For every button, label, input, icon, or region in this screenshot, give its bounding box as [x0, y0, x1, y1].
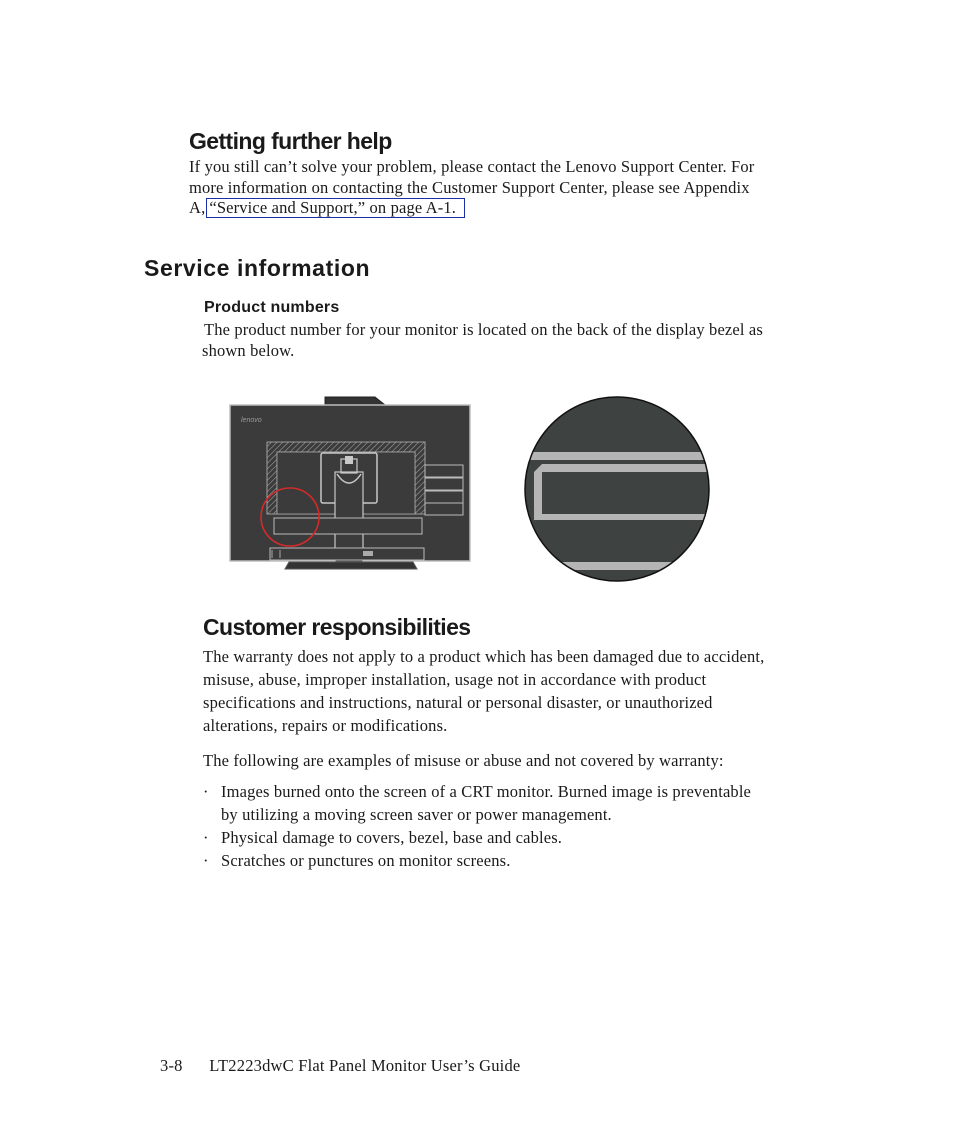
bullet-marker: · [203, 782, 209, 801]
list-item-line: Images burned onto the screen of a CRT monitor. Burned image is preventable [221, 782, 752, 801]
list-item-line: by utilizing a moving screen saver or power management. [221, 805, 612, 824]
further-help-paragraph [189, 157, 849, 219]
customer-resp-paragraph-2: The following are examples of misuse or abuse and not covered by warranty: [203, 751, 724, 770]
further-help-line-2: more information on contacting the Customer Support Center, please see Appendix [189, 177, 750, 197]
further-help-heading: Getting further help [189, 128, 392, 154]
misuse-list [203, 780, 883, 872]
customer-resp-line-3: specifications and instructions, natural or personal disaster, or unauthorized [203, 693, 713, 712]
list-item [203, 849, 883, 872]
bullet-marker: · [203, 828, 209, 847]
list-item [203, 780, 883, 826]
product-numbers-paragraph [202, 320, 862, 361]
lenovo-logo: lenovo [241, 417, 262, 424]
further-help-line-1: If you still can’t solve your problem, please contact the Lenovo Support Center. For [189, 157, 755, 176]
further-help-line-3 [189, 198, 849, 219]
product-numbers-line-2: shown below. [202, 340, 295, 360]
service-support-link[interactable]: “Service and Support,” on page A-1. [206, 198, 465, 218]
monitor-back-illustration [225, 392, 475, 574]
service-info-heading: Service information [144, 255, 371, 281]
list-item-line: Physical damage to covers, bezel, base and cables. [221, 828, 563, 847]
zoom-detail-illustration [522, 394, 712, 584]
list-item [203, 826, 883, 849]
customer-resp-heading: Customer responsibilities [203, 614, 471, 640]
product-numbers-line-1: The product number for your monitor is located on the back of the display bezel as [204, 320, 763, 339]
customer-resp-paragraph-1 [203, 645, 883, 737]
page-footer [160, 1056, 520, 1076]
page-number: 3-8 [160, 1056, 183, 1075]
bullet-marker: · [203, 851, 209, 870]
product-numbers-heading: Product numbers [204, 299, 340, 316]
customer-resp-line-1: The warranty does not apply to a product which has been damaged due to accident, [203, 647, 765, 666]
guide-title: LT2223dwC Flat Panel Monitor User’s Guide [209, 1056, 521, 1075]
customer-resp-line-4: alterations, repairs or modifications. [203, 716, 448, 735]
list-item-line: Scratches or punctures on monitor screens. [221, 851, 511, 870]
customer-resp-line-2: misuse, abuse, improper installation, usage not in accordance with product [203, 670, 707, 689]
further-help-line-3-prefix: A, [189, 198, 206, 217]
